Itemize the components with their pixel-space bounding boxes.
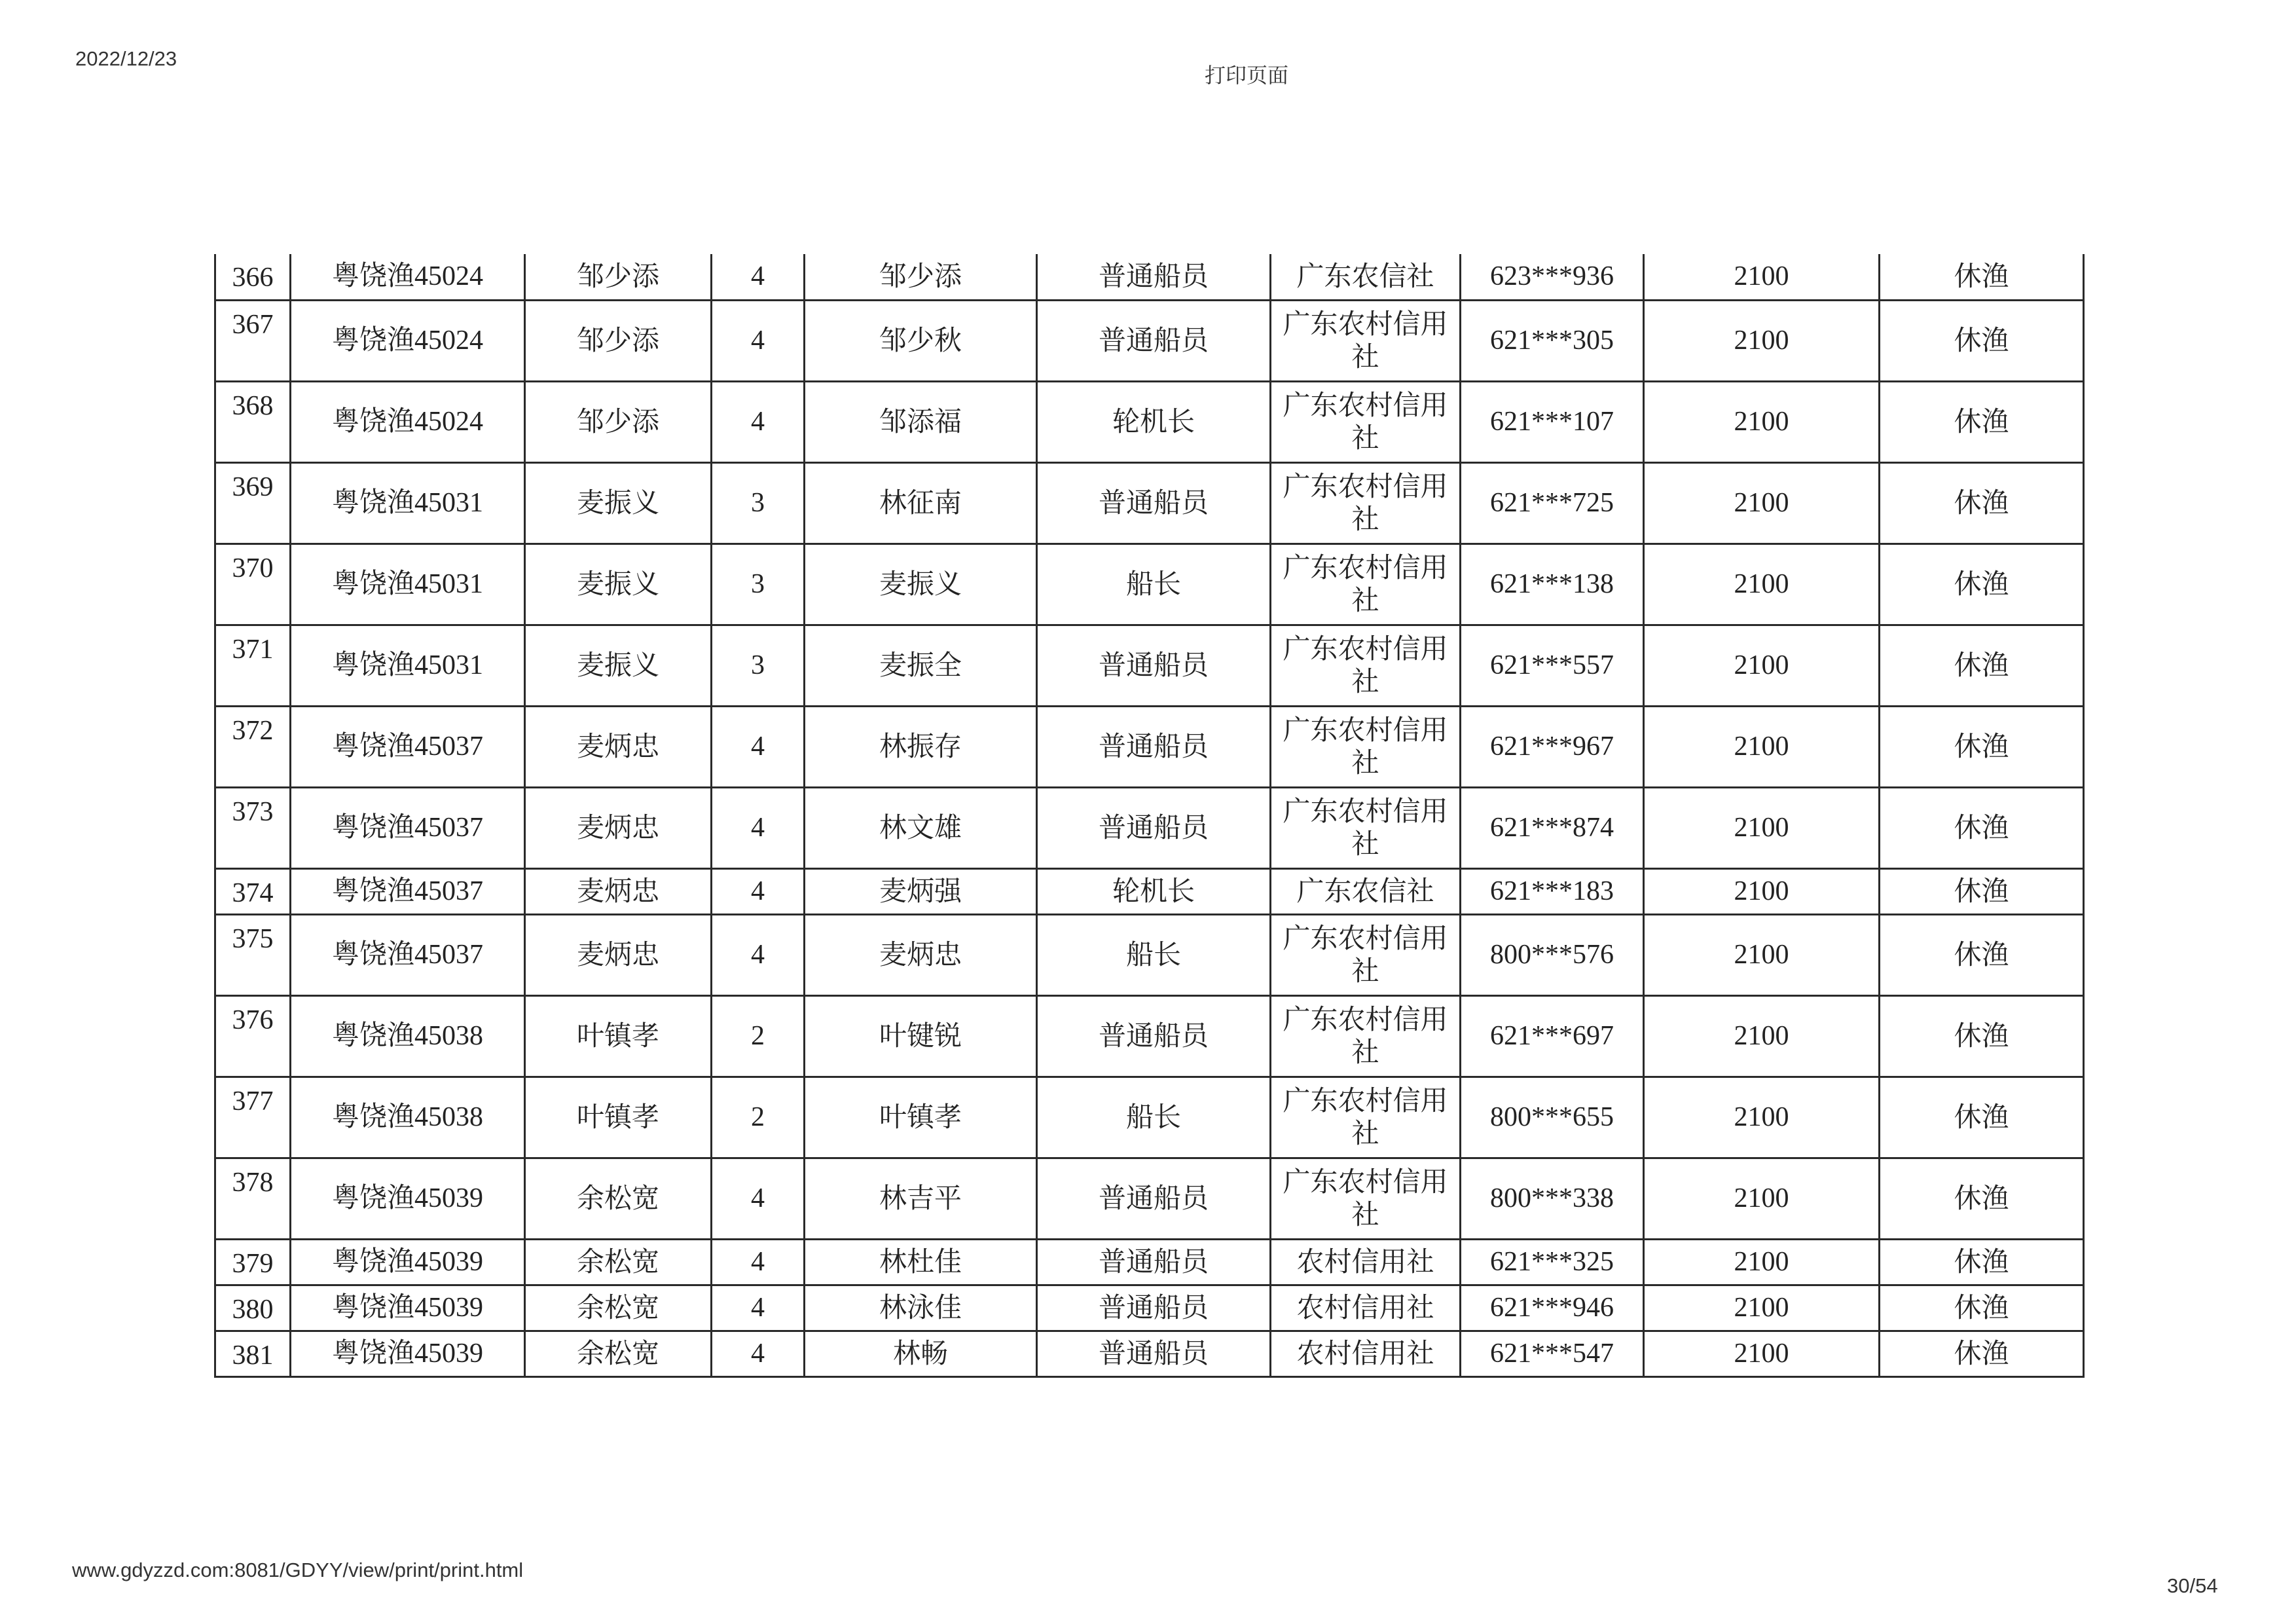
- crew-count: 4: [712, 706, 805, 787]
- crew-name: 林振存: [805, 706, 1037, 787]
- table-row: [215, 625, 2084, 706]
- subsidy-amount: 2100: [1644, 462, 1880, 544]
- table-body: [215, 254, 2084, 1376]
- bank-name: 广东农信社: [1271, 868, 1461, 914]
- subsidy-type: 休渔: [1880, 1239, 2084, 1285]
- row-number: 378: [215, 1158, 291, 1239]
- account-number: 800***576: [1461, 914, 1644, 995]
- crew-count: 2: [712, 1077, 805, 1158]
- owner-name: 麦振义: [525, 462, 712, 544]
- subsidy-type: 休渔: [1880, 544, 2084, 625]
- subsidy-amount: 2100: [1644, 1158, 1880, 1239]
- table-row: [215, 1158, 2084, 1239]
- subsidy-amount: 2100: [1644, 706, 1880, 787]
- subsidy-type: 休渔: [1880, 300, 2084, 381]
- crew-count: 4: [712, 1239, 805, 1285]
- row-number: 376: [215, 995, 291, 1077]
- crew-name: 邹少添: [805, 254, 1037, 300]
- account-number: 621***138: [1461, 544, 1644, 625]
- crew-name: 邹添福: [805, 381, 1037, 462]
- subsidy-type: 休渔: [1880, 254, 2084, 300]
- boat-number: 粤饶渔45024: [291, 300, 525, 381]
- page-number: 30/54: [2167, 1574, 2218, 1597]
- owner-name: 余松宽: [525, 1158, 712, 1239]
- crew-count: 4: [712, 1285, 805, 1331]
- boat-number: 粤饶渔45037: [291, 706, 525, 787]
- boat-number: 粤饶渔45038: [291, 1077, 525, 1158]
- bank-name: 广东农村信用社: [1271, 1158, 1461, 1239]
- boat-number: 粤饶渔45031: [291, 625, 525, 706]
- subsidy-type: 休渔: [1880, 787, 2084, 868]
- row-number: 373: [215, 787, 291, 868]
- crew-name: 林文雄: [805, 787, 1037, 868]
- table-row: [215, 995, 2084, 1077]
- subsidy-type: 休渔: [1880, 1158, 2084, 1239]
- row-number: 368: [215, 381, 291, 462]
- crew-name: 林征南: [805, 462, 1037, 544]
- crew-role: 普通船员: [1037, 254, 1271, 300]
- crew-name: 林泳佳: [805, 1285, 1037, 1331]
- crew-role: 普通船员: [1037, 1331, 1271, 1376]
- crew-role: 轮机长: [1037, 868, 1271, 914]
- bank-name: 广东农村信用社: [1271, 995, 1461, 1077]
- table-row: [215, 1077, 2084, 1158]
- table-row: [215, 254, 2084, 300]
- crew-count: 4: [712, 914, 805, 995]
- crew-role: 普通船员: [1037, 1158, 1271, 1239]
- subsidy-amount: 2100: [1644, 1285, 1880, 1331]
- crew-count: 4: [712, 300, 805, 381]
- crew-count: 4: [712, 1331, 805, 1376]
- crew-count: 4: [712, 381, 805, 462]
- crew-name: 邹少秋: [805, 300, 1037, 381]
- subsidy-amount: 2100: [1644, 544, 1880, 625]
- table-row: [215, 300, 2084, 381]
- subsidy-type: 休渔: [1880, 381, 2084, 462]
- subsidy-amount: 2100: [1644, 381, 1880, 462]
- subsidy-amount: 2100: [1644, 787, 1880, 868]
- bank-name: 广东农村信用社: [1271, 706, 1461, 787]
- table-row: [215, 1285, 2084, 1331]
- account-number: 800***338: [1461, 1158, 1644, 1239]
- boat-number: 粤饶渔45039: [291, 1331, 525, 1376]
- crew-role: 普通船员: [1037, 995, 1271, 1077]
- account-number: 800***655: [1461, 1077, 1644, 1158]
- page-title: 打印页面: [1205, 63, 1289, 88]
- table-row: [215, 381, 2084, 462]
- row-number: 371: [215, 625, 291, 706]
- crew-role: 船长: [1037, 914, 1271, 995]
- account-number: 621***946: [1461, 1285, 1644, 1331]
- crew-role: 普通船员: [1037, 1285, 1271, 1331]
- boat-number: 粤饶渔45037: [291, 914, 525, 995]
- subsidy-type: 休渔: [1880, 995, 2084, 1077]
- bank-name: 广东农村信用社: [1271, 544, 1461, 625]
- owner-name: 麦炳忠: [525, 868, 712, 914]
- owner-name: 邹少添: [525, 381, 712, 462]
- row-number: 369: [215, 462, 291, 544]
- owner-name: 余松宽: [525, 1331, 712, 1376]
- subsidy-type: 休渔: [1880, 706, 2084, 787]
- page-url: www.gdyzzd.com:8081/GDYY/view/print/print.html: [72, 1559, 524, 1581]
- bank-name: 广东农村信用社: [1271, 381, 1461, 462]
- account-number: 621***967: [1461, 706, 1644, 787]
- crew-role: 普通船员: [1037, 625, 1271, 706]
- boat-number: 粤饶渔45024: [291, 381, 525, 462]
- subsidy-type: 休渔: [1880, 625, 2084, 706]
- bank-name: 广东农信社: [1271, 254, 1461, 300]
- owner-name: 叶镇孝: [525, 1077, 712, 1158]
- table-row: [215, 1239, 2084, 1285]
- subsidy-amount: 2100: [1644, 1239, 1880, 1285]
- table-row: [215, 1331, 2084, 1376]
- subsidy-type: 休渔: [1880, 1331, 2084, 1376]
- crew-name: 麦振全: [805, 625, 1037, 706]
- subsidy-amount: 2100: [1644, 1077, 1880, 1158]
- crew-name: 林吉平: [805, 1158, 1037, 1239]
- table-row: [215, 868, 2084, 914]
- row-number: 377: [215, 1077, 291, 1158]
- bank-name: 广东农村信用社: [1271, 300, 1461, 381]
- crew-count: 3: [712, 462, 805, 544]
- crew-name: 麦振义: [805, 544, 1037, 625]
- crew-role: 船长: [1037, 1077, 1271, 1158]
- boat-number: 粤饶渔45031: [291, 544, 525, 625]
- owner-name: 邹少添: [525, 300, 712, 381]
- subsidy-amount: 2100: [1644, 995, 1880, 1077]
- account-number: 621***107: [1461, 381, 1644, 462]
- boat-number: 粤饶渔45039: [291, 1285, 525, 1331]
- subsidy-amount: 2100: [1644, 868, 1880, 914]
- owner-name: 邹少添: [525, 254, 712, 300]
- subsidy-type: 休渔: [1880, 868, 2084, 914]
- owner-name: 麦炳忠: [525, 706, 712, 787]
- crew-count: 3: [712, 544, 805, 625]
- owner-name: 叶镇孝: [525, 995, 712, 1077]
- row-number: 379: [215, 1239, 291, 1285]
- bank-name: 广东农村信用社: [1271, 462, 1461, 544]
- subsidy-type: 休渔: [1880, 914, 2084, 995]
- row-number: 366: [215, 254, 291, 300]
- owner-name: 麦振义: [525, 544, 712, 625]
- owner-name: 余松宽: [525, 1239, 712, 1285]
- bank-name: 广东农村信用社: [1271, 787, 1461, 868]
- crew-role: 普通船员: [1037, 1239, 1271, 1285]
- crew-role: 普通船员: [1037, 706, 1271, 787]
- account-number: 621***547: [1461, 1331, 1644, 1376]
- row-number: 370: [215, 544, 291, 625]
- crew-role: 船长: [1037, 544, 1271, 625]
- subsidy-type: 休渔: [1880, 1285, 2084, 1331]
- crew-name: 麦炳强: [805, 868, 1037, 914]
- account-number: 621***725: [1461, 462, 1644, 544]
- row-number: 380: [215, 1285, 291, 1331]
- print-date: 2022/12/23: [75, 47, 177, 70]
- boat-number: 粤饶渔45031: [291, 462, 525, 544]
- subsidy-amount: 2100: [1644, 625, 1880, 706]
- table-row: [215, 706, 2084, 787]
- account-number: 621***325: [1461, 1239, 1644, 1285]
- bank-name: 广东农村信用社: [1271, 1077, 1461, 1158]
- account-number: 621***874: [1461, 787, 1644, 868]
- subsidy-amount: 2100: [1644, 914, 1880, 995]
- account-number: 621***557: [1461, 625, 1644, 706]
- row-number: 367: [215, 300, 291, 381]
- row-number: 375: [215, 914, 291, 995]
- table-row: [215, 462, 2084, 544]
- account-number: 623***936: [1461, 254, 1644, 300]
- account-number: 621***305: [1461, 300, 1644, 381]
- bank-name: 广东农村信用社: [1271, 625, 1461, 706]
- subsidy-type: 休渔: [1880, 462, 2084, 544]
- crew-count: 4: [712, 868, 805, 914]
- subsidy-type: 休渔: [1880, 1077, 2084, 1158]
- bank-name: 广东农村信用社: [1271, 914, 1461, 995]
- boat-number: 粤饶渔45024: [291, 254, 525, 300]
- crew-count: 2: [712, 995, 805, 1077]
- row-number: 372: [215, 706, 291, 787]
- boat-number: 粤饶渔45039: [291, 1158, 525, 1239]
- crew-name: 麦炳忠: [805, 914, 1037, 995]
- owner-name: 麦振义: [525, 625, 712, 706]
- bank-name: 农村信用社: [1271, 1239, 1461, 1285]
- crew-name: 叶键锐: [805, 995, 1037, 1077]
- crew-role: 普通船员: [1037, 300, 1271, 381]
- crew-role: 轮机长: [1037, 381, 1271, 462]
- owner-name: 麦炳忠: [525, 914, 712, 995]
- crew-name: 林畅: [805, 1331, 1037, 1376]
- bank-name: 农村信用社: [1271, 1285, 1461, 1331]
- subsidy-amount: 2100: [1644, 254, 1880, 300]
- boat-number: 粤饶渔45037: [291, 787, 525, 868]
- crew-count: 4: [712, 254, 805, 300]
- subsidy-amount: 2100: [1644, 1331, 1880, 1376]
- crew-role: 普通船员: [1037, 462, 1271, 544]
- crew-name: 叶镇孝: [805, 1077, 1037, 1158]
- subsidy-table: [214, 254, 2085, 1378]
- crew-count: 3: [712, 625, 805, 706]
- row-number: 381: [215, 1331, 291, 1376]
- boat-number: 粤饶渔45038: [291, 995, 525, 1077]
- owner-name: 麦炳忠: [525, 787, 712, 868]
- subsidy-amount: 2100: [1644, 300, 1880, 381]
- account-number: 621***697: [1461, 995, 1644, 1077]
- table-row: [215, 544, 2084, 625]
- table-row: [215, 787, 2084, 868]
- crew-count: 4: [712, 787, 805, 868]
- table-row: [215, 914, 2084, 995]
- bank-name: 农村信用社: [1271, 1331, 1461, 1376]
- boat-number: 粤饶渔45037: [291, 868, 525, 914]
- boat-number: 粤饶渔45039: [291, 1239, 525, 1285]
- owner-name: 余松宽: [525, 1285, 712, 1331]
- crew-name: 林杜佳: [805, 1239, 1037, 1285]
- crew-count: 4: [712, 1158, 805, 1239]
- row-number: 374: [215, 868, 291, 914]
- account-number: 621***183: [1461, 868, 1644, 914]
- crew-role: 普通船员: [1037, 787, 1271, 868]
